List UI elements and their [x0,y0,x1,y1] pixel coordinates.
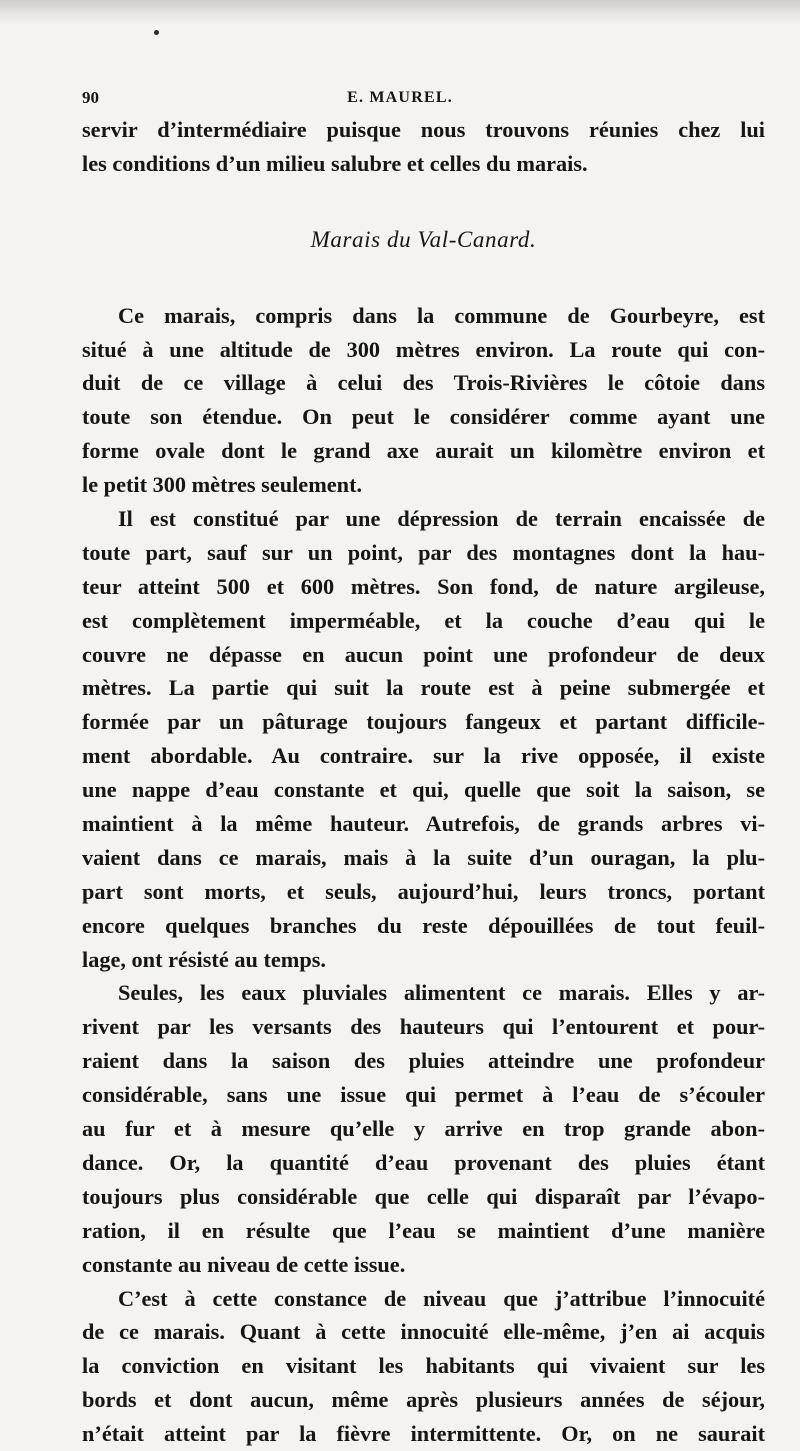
text-line: ration, il en résulte que l’eau se maintient d’une manière [82,1217,765,1243]
text-line: constante au niveau de cette issue. [82,1251,406,1277]
text-line: vaient dans ce marais, mais à la suite d’un ouragan, la plu- [82,844,765,870]
page-number: 90 [82,88,99,107]
text-line: toute son étendue. On peut le considérer comme ayant une [82,404,765,430]
text-line: teur atteint 500 et 600 mètres. Son fond, de nature argileuse, [82,573,765,599]
text-line: de ce marais. Quant à cette innocuité elle-même, j’en ai acquis [82,1319,765,1345]
paragraph-4 [82,1282,765,1451]
text-line: C’est à cette constance de niveau que j’attribue l’innocuité [118,1285,765,1311]
text-line: considérable, sans une issue qui permet à l’eau de s’écouler [82,1082,765,1108]
text-line: Seules, les eaux pluviales alimentent ce marais. Elles y ar- [118,980,765,1006]
text-line: le petit 300 mètres seulement. [82,472,363,498]
text-line: n’était atteint par la fièvre intermittente. Or, on ne saurait [82,1421,765,1447]
paragraph-2 [82,502,765,976]
text-line: la conviction en visitant les habitants qui vivaient sur les [82,1353,765,1379]
paragraph-3 [82,976,765,1281]
text-line: maintient à la même hauteur. Autrefois, de grands arbres vi- [82,811,765,837]
text-line: ment abordable. Au contraire. sur la rive opposée, il existe [82,743,765,769]
text-line: mètres. La partie qui suit la route est à peine submergée et [82,675,765,701]
text-line: part sont morts, et seuls, aujourd’hui, leurs troncs, portant [82,878,765,904]
text-line: bords et dont aucun, même après plusieurs années de séjour, [82,1387,765,1413]
text-line: dance. Or, la quantité d’eau provenant des pluies étant [82,1149,765,1175]
text-line: lage, ont résisté au temps. [82,946,326,972]
running-head: E. MAUREL. [347,89,453,106]
page-header [60,86,740,112]
scan-edge-shadow [0,0,800,26]
text-line: servir d’intermédiaire puisque nous trouvons réunies chez lui [82,117,765,142]
text-line: duit de ce village à celui des Trois-Rivières le côtoie dans [82,370,765,396]
section-title: Marais du Val-Canard. [310,226,537,252]
text-line: au fur et à mesure qu’elle y arrive en trop grande abon- [82,1116,765,1142]
text-line: encore quelques branches du reste dépouillées de tout feuil- [82,912,765,938]
text-line: toute part, sauf sur un point, par des montagnes dont la hau- [82,539,765,565]
text-line: situé à une altitude de 300 mètres environ. La route qui con- [82,336,765,362]
ink-speck [154,30,159,35]
paragraph-1 [82,299,765,502]
intro-paragraph [82,113,765,181]
text-line: toujours plus considérable que celle qui disparaît par l’évapo- [82,1183,765,1209]
text-line: une nappe d’eau constante et qui, quelle que soit la saison, se [82,777,765,803]
text-line: formée par un pâturage toujours fangeux et partant difficile- [82,709,765,735]
text-line: Il est constitué par une dépression de terrain encaissée de [118,506,765,532]
text-line: forme ovale dont le grand axe aurait un kilomètre environ et [82,438,765,464]
text-line: rivent par les versants des hauteurs qui l’entourent et pour- [82,1014,765,1040]
text-line: les conditions d’un milieu salubre et celles du marais. [82,150,588,176]
text-line: Ce marais, compris dans la commune de Gourbeyre, est [118,302,765,328]
text-line: couvre ne dépasse en aucun point une profondeur de deux [82,641,765,667]
body-text [82,113,765,1451]
text-line: est complètement imperméable, et la couche d’eau qui le [82,607,765,633]
text-line: raient dans la saison des pluies atteindre une profondeur [82,1048,765,1074]
